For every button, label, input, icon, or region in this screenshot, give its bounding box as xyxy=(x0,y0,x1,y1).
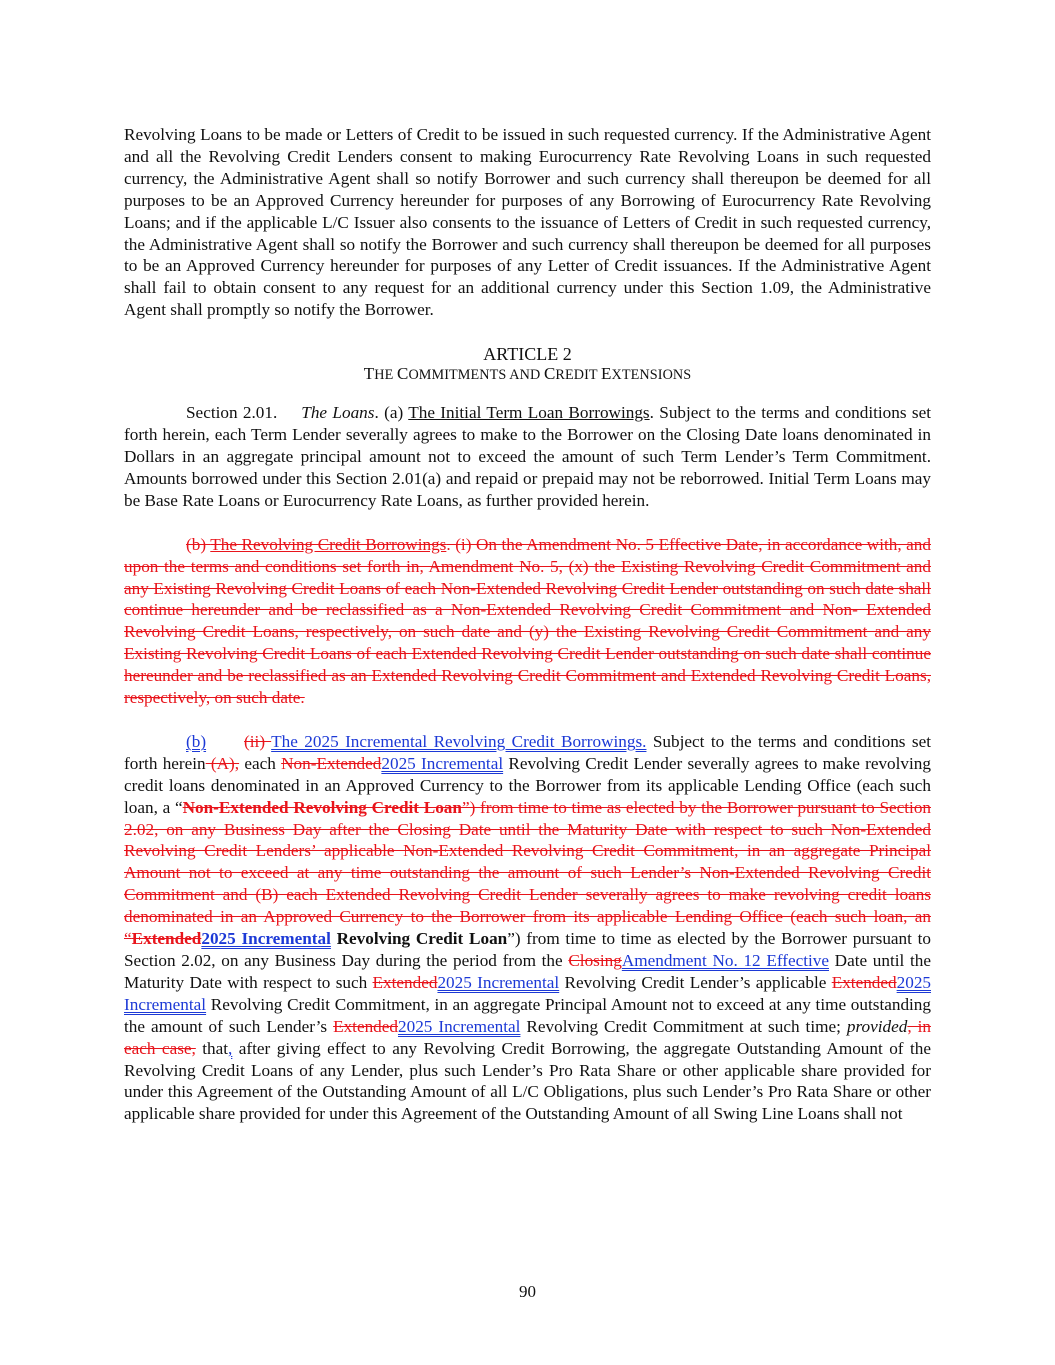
new-subsection-b: (b) (ii) The 2025 Incremental Revolving Credit Borrowings. Subject to the terms and conditions set forth herein (A), each Non-Extended2025 Incremental Revolving Credit Lender severally agrees to make revolving credit loans denominated in an Approved Currency to the Borrower from its applicable Lending Office (each such loan, a “Non-Extended Revolving Credit Loan”) from time to time as elected by the Borrower pursuant to Section 2.02, on any Business Day after the Closing Date until the Maturity Date with respect to such Non-Extended Revolving Credit Lenders’ applicable Non-Extended Revolving Credit Commitment, in an aggregate Principal Amount not to exceed at any time outstanding the amount of such Lender’s Non-Extended Revolving Credit Commitment and (B) each Extended Revolving Credit Lender severally agrees to make revolving credit loans denominated in an Approved Currency to the Borrower from its applicable Lending Office (each such loan, an “Extended2025 Incremental Revolving Credit Loan”) from time to time as elected by the Borrower pursuant to Section 2.02, on any Business Day during the period from the ClosingAmendment No. 12 Effective Date until the Maturity Date with respect to such Extended2025 Incremental Revolving Credit Lender’s applicable Extended2025 Incremental Revolving Credit Commitment, in an aggregate Principal Amount not to exceed at any time outstanding the amount of such Lender’s Extended2025 Incremental Revolving Credit Commitment at such time; provided, in each case, that, after giving effect to any Revolving Credit Borrowing, the aggregate Outstanding Amount of the Revolving Credit Loans of any Lender, plus such Lender’s Pro Rata Share or other applicable share provided for under this Agreement of the Outstanding Amount of all L/C Obligations, plus such Lender’s Pro Rata Share or other applicable share provided for under this Agreement of the Outstanding Amount of all Swing Line Loans shall not xyxy=(124,731,932,1124)
paragraph-intro: Revolving Loans to be made or Letters of Credit to be issued in such requested currency. If the Administrative Agent and all the Revolving Credit Lenders consent to making Eurocurrency Rate Revolving Loans in such requested currency, the Administrative Agent shall so notify Borrower and such currency shall thereupon be deemed for all purposes to be an Approved Currency hereunder for purposes of any Borrowing of Eurocurrency Rate Revolving Loans; and if the applicable L/C Issuer also consents to the issuance of Letters of Credit in such requested currency, the Administrative Agent shall so notify the Borrower and such currency shall thereupon be deemed for all purposes to be an Approved Currency hereunder for purposes of any Letter of Credit issuances. If the Administrative Agent shall fail to obtain consent to any request for an additional currency under this Section 1.09, the Administrative Agent shall promptly so notify the Borrower. xyxy=(124,125,931,320)
section-name: The Loans xyxy=(301,403,375,423)
article-subtitle: THE COMMITMENTS AND CREDIT EXTENSIONS xyxy=(363,364,692,384)
section-2-01-paragraph: Section 2.01. The Loans. (a) The Initial Term Loan Borrowings. Subject to the terms and conditions set forth herein, each Term Lender severally agrees to make to the Borrower on the Closing Date loans denominated in Dollars in an aggregate principal amount not to exceed the amount of such Term Lender’s Term Commitment. Amounts borrowed under this Section 2.01(a) and repaid or prepaid may not be reborrowed. Initial Term Loans may be Base Rate Loans or Eurocurrency Rate Loans, as further provided herein. xyxy=(124,403,931,510)
subsection-a-title: The Initial Term Loan Borrowings xyxy=(408,403,650,423)
section-heading: Section 2.01. xyxy=(186,403,278,423)
document-page xyxy=(124,124,931,1125)
article-title: ARTICLE 2 xyxy=(483,344,572,365)
deleted-subsection-b: (b) The Revolving Credit Borrowings. (i) On the Amendment No. 5 Effective Date, in accordance with, and upon the terms and conditions set forth in, Amendment No. 5, (x) the Existing Revolving Credit Commitment and any Existing Revolving Credit Loans of each Non-Extended Revolving Credit Lender outstanding on such date shall continue hereunder and be reclassified as a Non-Extended Revolving Credit Commitment and Non- Extended Revolving Credit Loans, respectively, on such date and (y) the Existing Revolving Credit Commitment and any Existing Revolving Credit Loans of each Extended Revolving Credit Lender outstanding on such date shall continue hereunder and be reclassified as an Extended Revolving Credit Commitment and Extended Revolving Credit Loans, respectively, on such date. xyxy=(124,534,931,708)
page-number: 90 xyxy=(519,1282,536,1301)
